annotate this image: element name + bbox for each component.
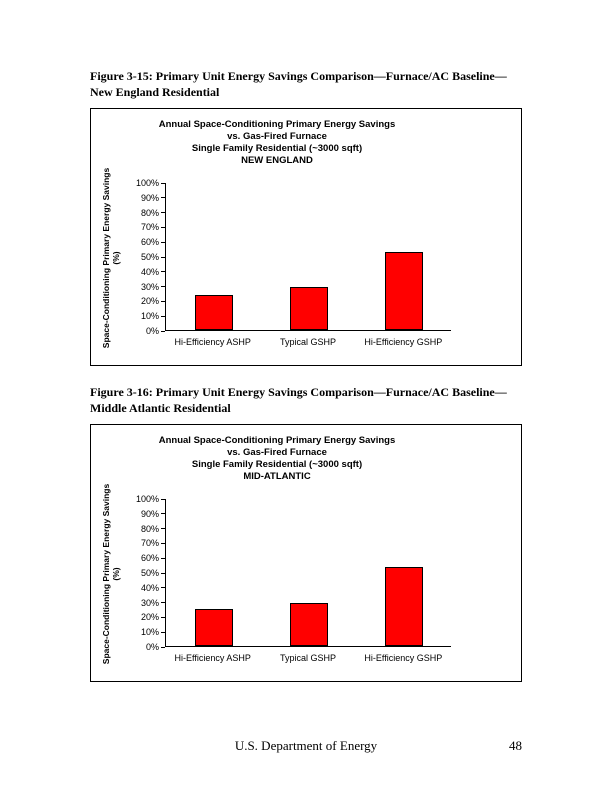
- bar-slot: [166, 499, 261, 646]
- y-tick-label: [141, 538, 165, 548]
- chart-new-england: [90, 108, 522, 366]
- chart-title-line: Annual Space-Conditioning Primary Energy Savings: [158, 119, 396, 130]
- chart-title-line: vs. Gas-Fired Furnace: [227, 131, 327, 142]
- y-tick-text: 50%: [140, 252, 159, 262]
- y-tick-mark: [161, 331, 165, 332]
- x-category-label: Typical GSHP: [279, 337, 336, 347]
- y-tick-text: 0%: [145, 642, 159, 652]
- chart-body: [97, 484, 521, 665]
- y-axis-title-text: [101, 484, 121, 664]
- y-axis-title-unit: (%): [111, 567, 121, 582]
- y-tick-mark: [161, 227, 165, 228]
- chart-title-line: Annual Space-Conditioning Primary Energy Savings: [158, 435, 396, 446]
- plot-row: [125, 494, 451, 652]
- y-tick-text: 50%: [140, 568, 159, 578]
- x-category-label: Hi-Efficiency GSHP: [364, 337, 443, 347]
- y-tick-label: [141, 583, 165, 593]
- y-tick-label: [141, 553, 165, 563]
- y-tick-label: [141, 208, 165, 218]
- chart-title-line: NEW ENGLAND: [241, 155, 313, 166]
- y-tick-text: 10%: [140, 627, 159, 638]
- y-tick-mark: [161, 647, 165, 648]
- y-tick-label: [141, 598, 165, 608]
- footer-org-name: U.S. Department of Energy: [234, 738, 378, 753]
- y-tick-label: [141, 296, 165, 306]
- chart-title: [97, 119, 521, 167]
- y-tick-label: [136, 178, 165, 188]
- bar-hi-efficiency-gshp: [385, 252, 423, 330]
- y-tick-text: 40%: [140, 582, 159, 593]
- bar-typical-gshp: [290, 603, 328, 646]
- plot-area: [165, 183, 451, 331]
- y-tick-mark: [161, 528, 165, 529]
- y-tick-label: [141, 222, 165, 232]
- chart-title-line: MID-ATLANTIC: [243, 471, 311, 482]
- y-tick-text: 30%: [140, 281, 159, 292]
- figure-3-16-caption: Figure 3-16: Primary Unit Energy Savings Comparison—Furnace/AC Baseline—Middle Atlantic Residential: [90, 385, 507, 415]
- y-tick-label: [146, 642, 165, 652]
- x-category-label: Hi-Efficiency ASHP: [174, 337, 251, 347]
- bar-slot: [261, 183, 356, 330]
- x-axis: [165, 337, 451, 347]
- chart-mid-atlantic: [90, 424, 522, 682]
- y-tick-text: 0%: [145, 326, 159, 336]
- y-tick-mark: [161, 183, 165, 184]
- y-tick-text: 30%: [140, 597, 159, 608]
- figure-3-15-caption: Figure 3-15: Primary Unit Energy Savings Comparison—Furnace/AC Baseline—New England Residential: [90, 69, 507, 99]
- y-tick-label: [141, 509, 165, 519]
- chart-title-line: vs. Gas-Fired Furnace: [227, 447, 327, 458]
- x-category-label: Hi-Efficiency ASHP: [174, 653, 251, 663]
- y-tick-text: 70%: [140, 538, 159, 549]
- bar-hi-efficiency-ashp: [195, 609, 233, 646]
- y-tick-text: 80%: [140, 523, 159, 534]
- plot-column: [125, 494, 521, 663]
- y-tick-label: [141, 267, 165, 277]
- y-tick-text: 20%: [140, 296, 159, 307]
- y-tick-label: [136, 494, 165, 504]
- page-content: [90, 68, 522, 682]
- y-tick-text: 60%: [140, 553, 159, 564]
- y-tick-mark: [161, 301, 165, 302]
- y-tick-label: [141, 568, 165, 578]
- chart-title: [97, 435, 521, 483]
- bar-slot: [166, 183, 261, 330]
- y-tick-label: [141, 193, 165, 203]
- y-axis-title-line: Space-Conditioning Primary Energy Savings: [101, 168, 111, 349]
- y-axis: [125, 494, 165, 652]
- y-tick-mark: [161, 499, 165, 500]
- bar-slot: [356, 499, 451, 646]
- y-tick-mark: [161, 197, 165, 198]
- bar-hi-efficiency-ashp: [195, 295, 233, 330]
- y-tick-text: 80%: [140, 207, 159, 218]
- y-tick-text: 100%: [135, 178, 159, 188]
- y-tick-label: [141, 524, 165, 534]
- figure-3-15-block: [90, 68, 522, 366]
- chart-title-line: Single Family Residential (~3000 sqft): [191, 459, 363, 470]
- y-tick-mark: [161, 316, 165, 317]
- y-tick-text: 100%: [135, 494, 159, 504]
- x-category-label: Hi-Efficiency GSHP: [364, 653, 443, 663]
- bar-typical-gshp: [290, 287, 328, 330]
- y-axis-title: [97, 484, 125, 665]
- y-tick-text: 40%: [140, 266, 159, 277]
- y-tick-label: [146, 326, 165, 336]
- plot-column: [125, 178, 521, 347]
- plot-row: [125, 178, 451, 336]
- y-tick-text: 20%: [140, 612, 159, 623]
- y-tick-text: 90%: [140, 508, 159, 519]
- x-axis: [165, 653, 451, 663]
- y-tick-mark: [161, 513, 165, 514]
- y-tick-label: [141, 627, 165, 637]
- y-tick-label: [141, 282, 165, 292]
- y-tick-label: [141, 237, 165, 247]
- bar-slot: [261, 499, 356, 646]
- y-tick-text: 10%: [140, 311, 159, 322]
- y-tick-mark: [161, 271, 165, 272]
- y-tick-label: [141, 612, 165, 622]
- y-tick-mark: [161, 543, 165, 544]
- y-axis: [125, 178, 165, 336]
- figure-3-16-block: [90, 384, 522, 682]
- y-tick-text: 70%: [140, 222, 159, 233]
- chart-body: [97, 168, 521, 349]
- y-tick-mark: [161, 617, 165, 618]
- y-axis-title: [97, 168, 125, 349]
- page-footer: [90, 738, 522, 754]
- y-tick-mark: [161, 632, 165, 633]
- y-tick-mark: [161, 602, 165, 603]
- page-number: 48: [509, 738, 522, 753]
- y-tick-text: 60%: [140, 237, 159, 248]
- y-axis-title-line: Space-Conditioning Primary Energy Savings: [101, 484, 111, 665]
- y-tick-label: [141, 252, 165, 262]
- y-tick-mark: [161, 242, 165, 243]
- y-tick-mark: [161, 257, 165, 258]
- y-tick-mark: [161, 587, 165, 588]
- bar-slot: [356, 183, 451, 330]
- y-tick-text: 90%: [140, 192, 159, 203]
- x-category-label: Typical GSHP: [279, 653, 336, 663]
- y-axis-title-text: [101, 168, 121, 348]
- y-tick-mark: [161, 558, 165, 559]
- bar-hi-efficiency-gshp: [385, 567, 423, 646]
- y-tick-mark: [161, 286, 165, 287]
- chart-title-line: Single Family Residential (~3000 sqft): [191, 143, 363, 154]
- y-tick-label: [141, 311, 165, 321]
- y-axis-title-unit: (%): [111, 251, 121, 266]
- y-tick-mark: [161, 573, 165, 574]
- plot-area: [165, 499, 451, 647]
- y-tick-mark: [161, 212, 165, 213]
